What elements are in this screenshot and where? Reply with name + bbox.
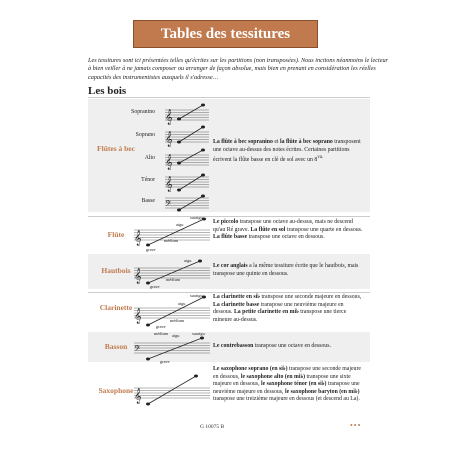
svg-text:aigu: aigu (172, 333, 180, 338)
svg-text:𝄢: 𝄢 (165, 200, 172, 211)
svg-text:aigu: aigu (184, 258, 192, 263)
instrument-label-basson: Basson (104, 342, 128, 351)
register-grave: grave (146, 247, 156, 252)
section-title: Les bois (88, 85, 127, 97)
staves-flutes-a-bec (163, 100, 211, 212)
voice-label-tenor: Ténor (141, 177, 155, 183)
svg-text:grave: grave (156, 324, 166, 329)
svg-text:𝄞: 𝄞 (165, 176, 173, 191)
svg-text:𝄞: 𝄞 (134, 268, 142, 283)
desc-saxophone: Le saxophone soprano (en si♭) transpose une seconde majeure en dessous, le saxophone alto (en mi♭) transpose une sixte majeure en dessous, le saxophone ténor (en si♭) transpose une neuvième majeure en dessous, le saxophone baryton (en mi♭) transpose une treizième majeure en dessous (et descend au La). (213, 366, 361, 403)
footer-code: G 10075 B (200, 424, 225, 430)
register-medium: médium (164, 238, 179, 243)
svg-text:médium: médium (166, 277, 181, 282)
svg-text:suraigu: suraigu (192, 331, 205, 336)
desc-flutes-a-bec: La flûte à bec sopranino et la flûte à bec soprano transposent une octave au-dessus des notes écrites. Certaines partitions écrivent la flûte basse en clé de sol avec un $8^{va.}$ (213, 139, 361, 164)
svg-text:grave: grave (160, 359, 170, 364)
instrument-label-hautbois: Hautbois (101, 266, 131, 275)
desc-clarinette: La clarinette en si♭ transpose une seconde majeure en dessous, La clarinette basse transpose une neuvième majeure en dessous. La petite clarinette en mi♭ transpose une tierce mineure au-dessus. (213, 294, 362, 323)
instrument-label-flutes-a-bec: Flûtes à bec (97, 144, 135, 153)
section-rule (88, 97, 370, 98)
desc-hautbois: Le cor anglais a la même tessiture écrite que le hautbois, mais transpose une quinte en dessous. (213, 263, 359, 277)
intro-text: Les tessitures sont ici présentées telles qu'écrites sur les partitions (non transposées). Nous incitons néanmoins le lecteur à bien veiller à ne jamais composer ou arranger de façon absolue, mais bien en prenant en considération les réelles capacités des instrumentistes auxquels il s'adresse… (88, 57, 388, 81)
staff-clarinette (130, 290, 212, 330)
staff-saxophone (130, 368, 212, 412)
svg-text:𝄞: 𝄞 (134, 388, 142, 403)
svg-text:𝄞: 𝄞 (165, 109, 173, 124)
svg-text:suraigu: suraigu (190, 293, 203, 298)
instrument-label-flute: Flûte (107, 230, 125, 239)
staff-hautbois (130, 254, 212, 289)
instrument-label-saxophone: Saxophone (98, 386, 134, 395)
voice-label-sopranino: Sopranino (131, 109, 155, 115)
staff-basson (130, 328, 212, 364)
voice-label-basse: Basse (141, 198, 155, 204)
svg-text:𝄢: 𝄢 (134, 345, 141, 356)
svg-text:médium: médium (154, 331, 169, 336)
voice-label-alto: Alto (144, 155, 155, 161)
register-suraigu: suraigu (190, 215, 203, 220)
voice-label-soprano: Soprano (135, 132, 155, 138)
svg-text:𝄞: 𝄞 (134, 230, 142, 245)
instrument-label-clarinette: Clarinette (99, 303, 133, 312)
staff-flute (130, 212, 212, 252)
footer-dots: ••• (350, 421, 362, 430)
svg-text:grave: grave (150, 284, 160, 289)
svg-text:médium: médium (170, 318, 185, 323)
svg-text:𝄞: 𝄞 (134, 308, 142, 323)
svg-text:aigu: aigu (178, 301, 186, 306)
desc-basson: Le contrebasson transpose une octave en dessous. (213, 343, 331, 349)
svg-text:𝄞: 𝄞 (165, 154, 173, 169)
register-aigu: aigu (176, 222, 184, 227)
page-title-box (133, 20, 318, 48)
desc-flute: Le piccolo transpose une octave au-dessus, mais ne descend qu'au Ré grave. La flûte en sol transpose une quarte en dessous. La flûte basse transpose une octave en dessous. (213, 219, 363, 241)
page-title: Tables des tessitures (160, 25, 291, 42)
svg-text:𝄞: 𝄞 (165, 131, 173, 146)
